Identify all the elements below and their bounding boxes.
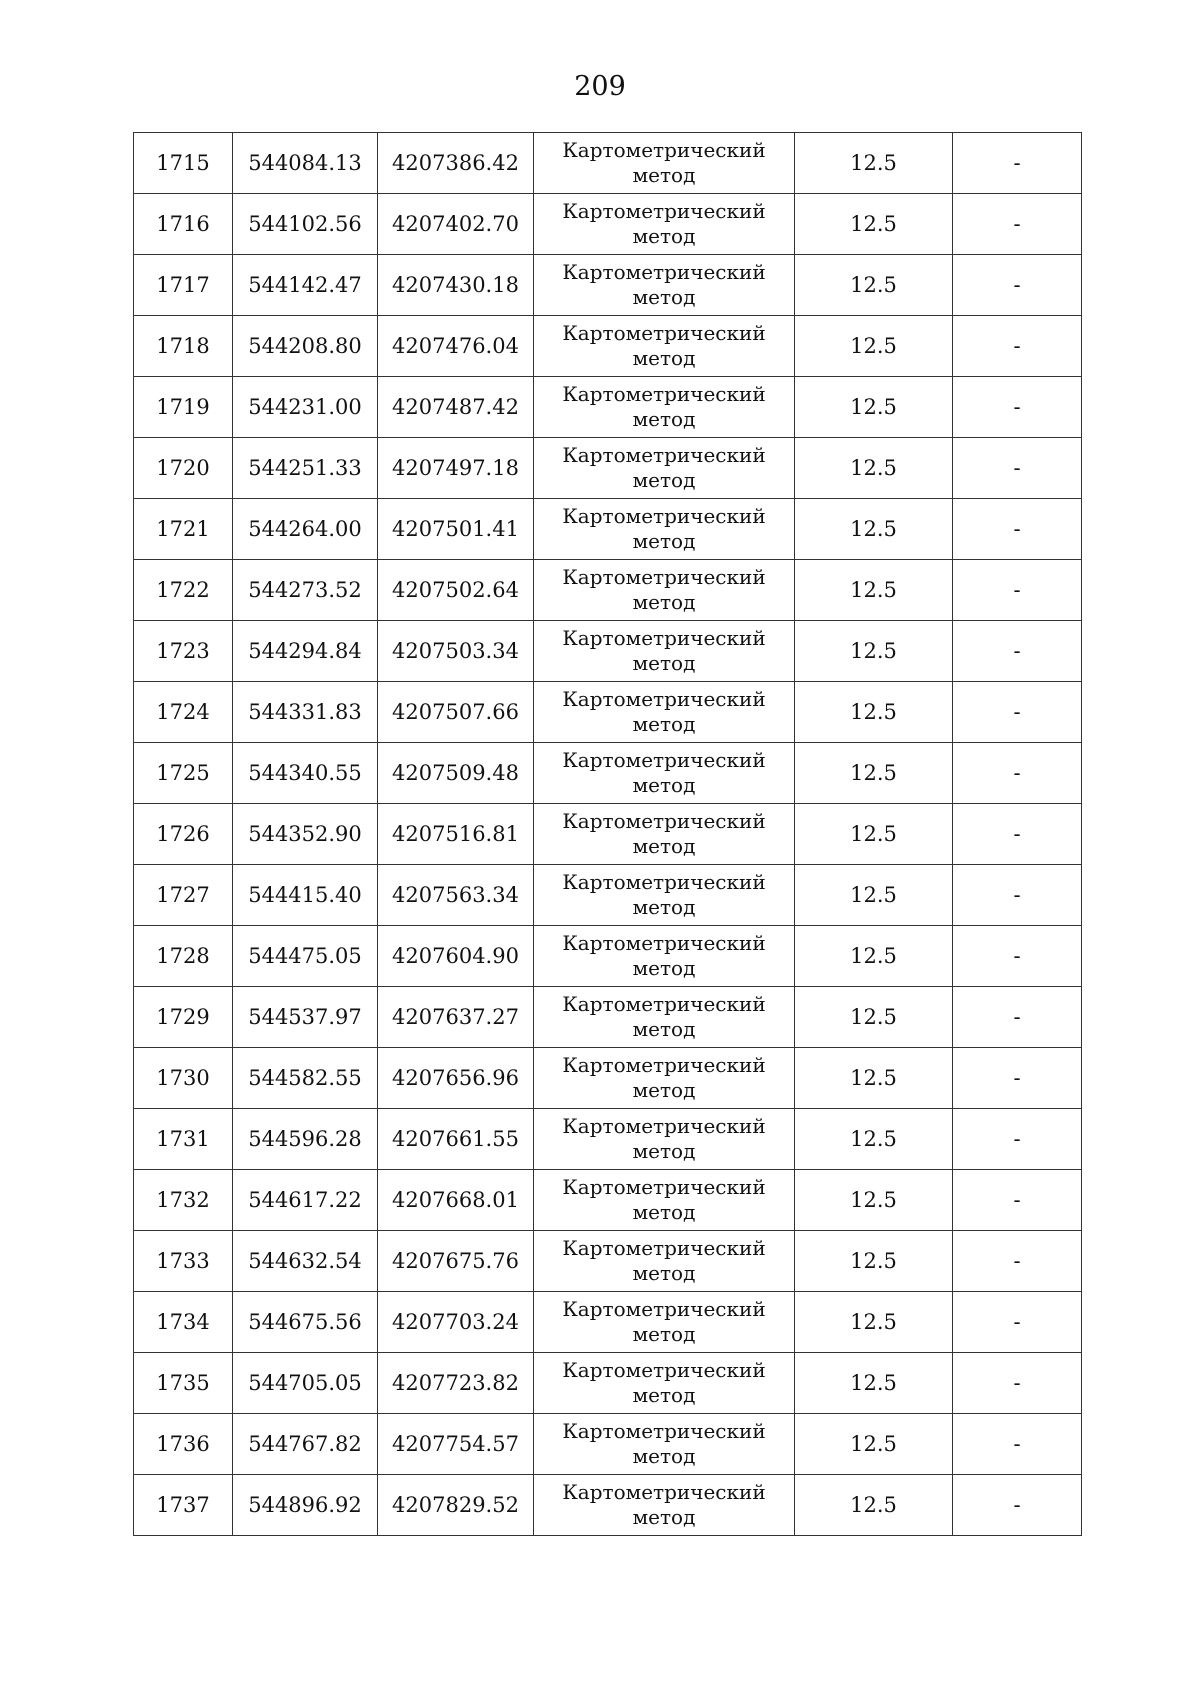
y-coordinate-cell: 4207503.34 <box>378 621 534 682</box>
x-coordinate-cell: 544340.55 <box>233 743 378 804</box>
y-coordinate-cell: 4207675.76 <box>378 1231 534 1292</box>
accuracy-cell: 12.5 <box>795 1170 953 1231</box>
y-coordinate-cell: 4207386.42 <box>378 133 534 194</box>
accuracy-cell: 12.5 <box>795 621 953 682</box>
accuracy-cell: 12.5 <box>795 1292 953 1353</box>
method-cell: Картометрический метод <box>534 316 795 377</box>
note-cell: - <box>953 1048 1082 1109</box>
x-coordinate-cell: 544331.83 <box>233 682 378 743</box>
x-coordinate-cell: 544632.54 <box>233 1231 378 1292</box>
note-cell: - <box>953 621 1082 682</box>
table-row <box>134 438 1082 499</box>
x-coordinate-cell: 544415.40 <box>233 865 378 926</box>
note-cell: - <box>953 438 1082 499</box>
note-cell: - <box>953 987 1082 1048</box>
method-cell: Картометрический метод <box>534 865 795 926</box>
point-number-cell: 1722 <box>134 560 233 621</box>
accuracy-cell: 12.5 <box>795 133 953 194</box>
method-cell: Картометрический метод <box>534 1109 795 1170</box>
point-number-cell: 1715 <box>134 133 233 194</box>
note-cell: - <box>953 1109 1082 1170</box>
coordinates-table <box>133 132 1082 1536</box>
point-number-cell: 1728 <box>134 926 233 987</box>
accuracy-cell: 12.5 <box>795 926 953 987</box>
note-cell: - <box>953 743 1082 804</box>
table-row <box>134 255 1082 316</box>
table-row <box>134 621 1082 682</box>
point-number-cell: 1720 <box>134 438 233 499</box>
method-cell: Картометрический метод <box>534 133 795 194</box>
table-row <box>134 1231 1082 1292</box>
x-coordinate-cell: 544896.92 <box>233 1475 378 1536</box>
point-number-cell: 1719 <box>134 377 233 438</box>
accuracy-cell: 12.5 <box>795 316 953 377</box>
table-row <box>134 1048 1082 1109</box>
x-coordinate-cell: 544352.90 <box>233 804 378 865</box>
note-cell: - <box>953 377 1082 438</box>
accuracy-cell: 12.5 <box>795 377 953 438</box>
table-row <box>134 1170 1082 1231</box>
point-number-cell: 1729 <box>134 987 233 1048</box>
note-cell: - <box>953 1475 1082 1536</box>
table-row <box>134 133 1082 194</box>
note-cell: - <box>953 1353 1082 1414</box>
accuracy-cell: 12.5 <box>795 560 953 621</box>
method-cell: Картометрический метод <box>534 987 795 1048</box>
point-number-cell: 1730 <box>134 1048 233 1109</box>
note-cell: - <box>953 804 1082 865</box>
x-coordinate-cell: 544705.05 <box>233 1353 378 1414</box>
accuracy-cell: 12.5 <box>795 255 953 316</box>
accuracy-cell: 12.5 <box>795 1475 953 1536</box>
y-coordinate-cell: 4207754.57 <box>378 1414 534 1475</box>
method-cell: Картометрический метод <box>534 377 795 438</box>
y-coordinate-cell: 4207637.27 <box>378 987 534 1048</box>
accuracy-cell: 12.5 <box>795 743 953 804</box>
method-cell: Картометрический метод <box>534 1414 795 1475</box>
accuracy-cell: 12.5 <box>795 987 953 1048</box>
table-row <box>134 560 1082 621</box>
note-cell: - <box>953 682 1082 743</box>
point-number-cell: 1725 <box>134 743 233 804</box>
y-coordinate-cell: 4207516.81 <box>378 804 534 865</box>
y-coordinate-cell: 4207604.90 <box>378 926 534 987</box>
note-cell: - <box>953 1170 1082 1231</box>
note-cell: - <box>953 499 1082 560</box>
point-number-cell: 1716 <box>134 194 233 255</box>
table-row <box>134 1292 1082 1353</box>
y-coordinate-cell: 4207656.96 <box>378 1048 534 1109</box>
table-row <box>134 316 1082 377</box>
method-cell: Картометрический метод <box>534 499 795 560</box>
note-cell: - <box>953 255 1082 316</box>
method-cell: Картометрический метод <box>534 621 795 682</box>
accuracy-cell: 12.5 <box>795 499 953 560</box>
note-cell: - <box>953 1231 1082 1292</box>
point-number-cell: 1727 <box>134 865 233 926</box>
table-row <box>134 194 1082 255</box>
x-coordinate-cell: 544102.56 <box>233 194 378 255</box>
x-coordinate-cell: 544675.56 <box>233 1292 378 1353</box>
y-coordinate-cell: 4207476.04 <box>378 316 534 377</box>
accuracy-cell: 12.5 <box>795 1353 953 1414</box>
note-cell: - <box>953 926 1082 987</box>
page-number: 209 <box>574 71 626 102</box>
x-coordinate-cell: 544273.52 <box>233 560 378 621</box>
accuracy-cell: 12.5 <box>795 194 953 255</box>
note-cell: - <box>953 560 1082 621</box>
note-cell: - <box>953 1414 1082 1475</box>
y-coordinate-cell: 4207430.18 <box>378 255 534 316</box>
x-coordinate-cell: 544231.00 <box>233 377 378 438</box>
y-coordinate-cell: 4207507.66 <box>378 682 534 743</box>
point-number-cell: 1737 <box>134 1475 233 1536</box>
table-row <box>134 865 1082 926</box>
method-cell: Картометрический метод <box>534 1353 795 1414</box>
accuracy-cell: 12.5 <box>795 1414 953 1475</box>
point-number-cell: 1731 <box>134 1109 233 1170</box>
method-cell: Картометрический метод <box>534 1231 795 1292</box>
note-cell: - <box>953 316 1082 377</box>
accuracy-cell: 12.5 <box>795 1048 953 1109</box>
x-coordinate-cell: 544475.05 <box>233 926 378 987</box>
method-cell: Картометрический метод <box>534 743 795 804</box>
table-row <box>134 499 1082 560</box>
method-cell: Картометрический метод <box>534 255 795 316</box>
accuracy-cell: 12.5 <box>795 865 953 926</box>
point-number-cell: 1736 <box>134 1414 233 1475</box>
table-row <box>134 1414 1082 1475</box>
y-coordinate-cell: 4207829.52 <box>378 1475 534 1536</box>
point-number-cell: 1723 <box>134 621 233 682</box>
table-row <box>134 1109 1082 1170</box>
y-coordinate-cell: 4207497.18 <box>378 438 534 499</box>
y-coordinate-cell: 4207703.24 <box>378 1292 534 1353</box>
accuracy-cell: 12.5 <box>795 1109 953 1170</box>
x-coordinate-cell: 544617.22 <box>233 1170 378 1231</box>
point-number-cell: 1733 <box>134 1231 233 1292</box>
y-coordinate-cell: 4207661.55 <box>378 1109 534 1170</box>
point-number-cell: 1724 <box>134 682 233 743</box>
point-number-cell: 1726 <box>134 804 233 865</box>
point-number-cell: 1717 <box>134 255 233 316</box>
x-coordinate-cell: 544264.00 <box>233 499 378 560</box>
note-cell: - <box>953 133 1082 194</box>
x-coordinate-cell: 544582.55 <box>233 1048 378 1109</box>
x-coordinate-cell: 544767.82 <box>233 1414 378 1475</box>
x-coordinate-cell: 544294.84 <box>233 621 378 682</box>
method-cell: Картометрический метод <box>534 804 795 865</box>
accuracy-cell: 12.5 <box>795 1231 953 1292</box>
table-row <box>134 682 1082 743</box>
x-coordinate-cell: 544537.97 <box>233 987 378 1048</box>
note-cell: - <box>953 1292 1082 1353</box>
x-coordinate-cell: 544142.47 <box>233 255 378 316</box>
y-coordinate-cell: 4207501.41 <box>378 499 534 560</box>
method-cell: Картометрический метод <box>534 438 795 499</box>
method-cell: Картометрический метод <box>534 1170 795 1231</box>
method-cell: Картометрический метод <box>534 682 795 743</box>
note-cell: - <box>953 194 1082 255</box>
accuracy-cell: 12.5 <box>795 804 953 865</box>
y-coordinate-cell: 4207723.82 <box>378 1353 534 1414</box>
table-row <box>134 804 1082 865</box>
method-cell: Картометрический метод <box>534 560 795 621</box>
x-coordinate-cell: 544084.13 <box>233 133 378 194</box>
method-cell: Картометрический метод <box>534 1292 795 1353</box>
method-cell: Картометрический метод <box>534 1048 795 1109</box>
y-coordinate-cell: 4207402.70 <box>378 194 534 255</box>
x-coordinate-cell: 544596.28 <box>233 1109 378 1170</box>
point-number-cell: 1732 <box>134 1170 233 1231</box>
method-cell: Картометрический метод <box>534 1475 795 1536</box>
accuracy-cell: 12.5 <box>795 438 953 499</box>
point-number-cell: 1735 <box>134 1353 233 1414</box>
y-coordinate-cell: 4207502.64 <box>378 560 534 621</box>
y-coordinate-cell: 4207668.01 <box>378 1170 534 1231</box>
y-coordinate-cell: 4207509.48 <box>378 743 534 804</box>
note-cell: - <box>953 865 1082 926</box>
point-number-cell: 1718 <box>134 316 233 377</box>
table-row <box>134 743 1082 804</box>
table-body <box>134 133 1082 1536</box>
point-number-cell: 1721 <box>134 499 233 560</box>
table-row <box>134 377 1082 438</box>
table-row <box>134 987 1082 1048</box>
method-cell: Картометрический метод <box>534 194 795 255</box>
table-row <box>134 1353 1082 1414</box>
table-row <box>134 1475 1082 1536</box>
accuracy-cell: 12.5 <box>795 682 953 743</box>
x-coordinate-cell: 544251.33 <box>233 438 378 499</box>
y-coordinate-cell: 4207487.42 <box>378 377 534 438</box>
x-coordinate-cell: 544208.80 <box>233 316 378 377</box>
point-number-cell: 1734 <box>134 1292 233 1353</box>
method-cell: Картометрический метод <box>534 926 795 987</box>
y-coordinate-cell: 4207563.34 <box>378 865 534 926</box>
table-row <box>134 926 1082 987</box>
